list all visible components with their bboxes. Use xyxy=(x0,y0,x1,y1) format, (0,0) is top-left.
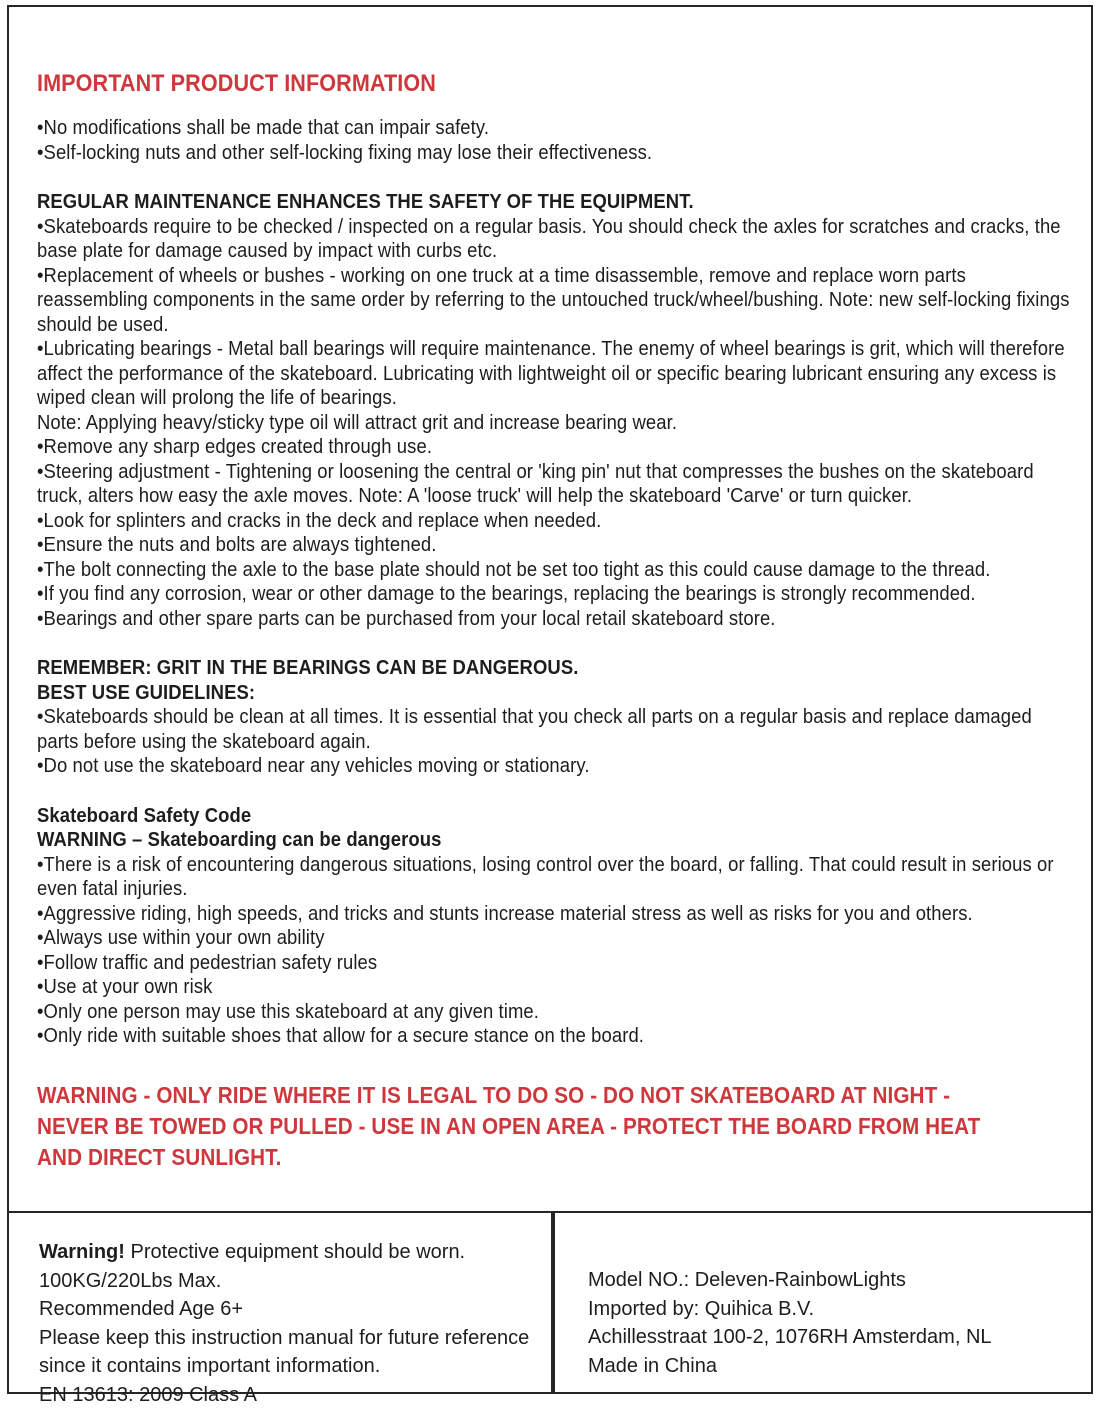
safety-bullet: • Only ride with suitable shoes that allow for a secure stance on the board. xyxy=(37,1024,1072,1049)
main-panel xyxy=(7,5,1093,1213)
footer-age: Recommended Age 6+ xyxy=(39,1295,531,1324)
footer-row xyxy=(7,1211,1093,1394)
footer-importer: Imported by: Quihica B.V. xyxy=(588,1295,1081,1324)
maintenance-item: • Steering adjustment - Tightening or loosening the central or 'king pin' nut that compresses the bushes on the skateboard truck, alters how easy the axle moves. Note: A 'loose truck' will help the skateboard 'Carve' or turn quicker. xyxy=(37,460,1072,509)
safety-bullet: • Use at your own risk xyxy=(37,975,1072,1000)
footer-warning-line xyxy=(39,1238,531,1267)
footer-model-no: Model NO.: Deleven-RainbowLights xyxy=(588,1266,1081,1295)
main-content xyxy=(37,69,1072,1173)
safety-bullet: • Follow traffic and pedestrian safety rules xyxy=(37,951,1072,976)
maintenance-note: Note: Applying heavy/sticky type oil will attract grit and increase bearing wear. xyxy=(37,411,1072,436)
intro-bullet: • Self-locking nuts and other self-locking fixing may lose their effectiveness. xyxy=(37,141,1072,166)
maintenance-item: • Ensure the nuts and bolts are always tightened. xyxy=(37,533,1072,558)
red-warning-text: WARNING - ONLY RIDE WHERE IT IS LEGAL TO DO SO - DO NOT SKATEBOARD AT NIGHT - NEVER BE TOWED OR PULLED - USE IN AN OPEN AREA - PROTECT THE BOARD FROM HEAT AND DIRECT SUNLIGHT. xyxy=(37,1080,1009,1173)
safety-bullet: • Always use within your own ability xyxy=(37,926,1072,951)
safety-bullet: • Only one person may use this skateboard at any given time. xyxy=(37,1000,1072,1025)
maintenance-item: • Remove any sharp edges created through use. xyxy=(37,435,1072,460)
safety-bullet: • Aggressive riding, high speeds, and tricks and stunts increase material stress as well as risks for you and others. xyxy=(37,902,1072,927)
footer-standard: EN 13613: 2009 Class A xyxy=(39,1381,531,1409)
footer-model-box xyxy=(553,1211,1093,1394)
footer-max-weight: 100KG/220Lbs Max. xyxy=(39,1267,531,1296)
maintenance-heading: REGULAR MAINTENANCE ENHANCES THE SAFETY OF THE EQUIPMENT. xyxy=(37,190,1072,215)
intro-bullet: • No modifications shall be made that can impair safety. xyxy=(37,116,1072,141)
footer-warning-rest: Protective equipment should be worn. xyxy=(125,1241,465,1263)
page-title: IMPORTANT PRODUCT INFORMATION xyxy=(37,69,1072,99)
best-use-bullet: • Do not use the skateboard near any vehicles moving or stationary. xyxy=(37,754,1072,779)
maintenance-item: • The bolt connecting the axle to the base plate should not be set too tight as this could cause damage to the thread. xyxy=(37,558,1072,583)
footer-made-in: Made in China xyxy=(588,1352,1081,1381)
safety-warning-heading: WARNING – Skateboarding can be dangerous xyxy=(37,828,1072,853)
best-use-heading: BEST USE GUIDELINES: xyxy=(37,681,1072,706)
maintenance-item: • Lubricating bearings - Metal ball bearings will require maintenance. The enemy of wheel bearings is grit, which will therefore affect the performance of the skateboard. Lubricating with lightweight oil or specific bearing lubricant ensuring any excess is wiped clean will prolong the life of bearings. xyxy=(37,337,1072,411)
best-use-bullet: • Skateboards should be clean at all times. It is essential that you check all parts on a regular basis and replace damaged parts before using the skateboard again. xyxy=(37,705,1072,754)
maintenance-item: • If you find any corrosion, wear or other damage to the bearings, replacing the bearings is strongly recommended. xyxy=(37,582,1072,607)
maintenance-item: • Replacement of wheels or bushes - working on one truck at a time disassemble, remove and replace worn parts reassembling components in the same order by referring to the untouched truck/wheel/bushing. Note: new self-locking fixings should be used. xyxy=(37,264,1072,338)
safety-bullet: • There is a risk of encountering dangerous situations, losing control over the board, or falling. That could result in serious or even fatal injuries. xyxy=(37,853,1072,902)
remember-heading: REMEMBER: GRIT IN THE BEARINGS CAN BE DANGEROUS. xyxy=(37,656,1072,681)
maintenance-item: • Bearings and other spare parts can be purchased from your local retail skateboard store. xyxy=(37,607,1072,632)
footer-keep-manual: Please keep this instruction manual for future reference since it contains important information. xyxy=(39,1324,531,1381)
safety-code-heading: Skateboard Safety Code xyxy=(37,804,1072,829)
footer-address: Achillesstraat 100-2, 1076RH Amsterdam, NL xyxy=(588,1323,1081,1352)
maintenance-item: • Skateboards require to be checked / inspected on a regular basis. You should check the axles for scratches and cracks, the base plate for damage caused by impact with curbs etc. xyxy=(37,215,1072,264)
maintenance-item: • Look for splinters and cracks in the deck and replace when needed. xyxy=(37,509,1072,534)
footer-warning-box xyxy=(7,1211,553,1394)
footer-warning-lead: Warning! xyxy=(39,1241,125,1263)
